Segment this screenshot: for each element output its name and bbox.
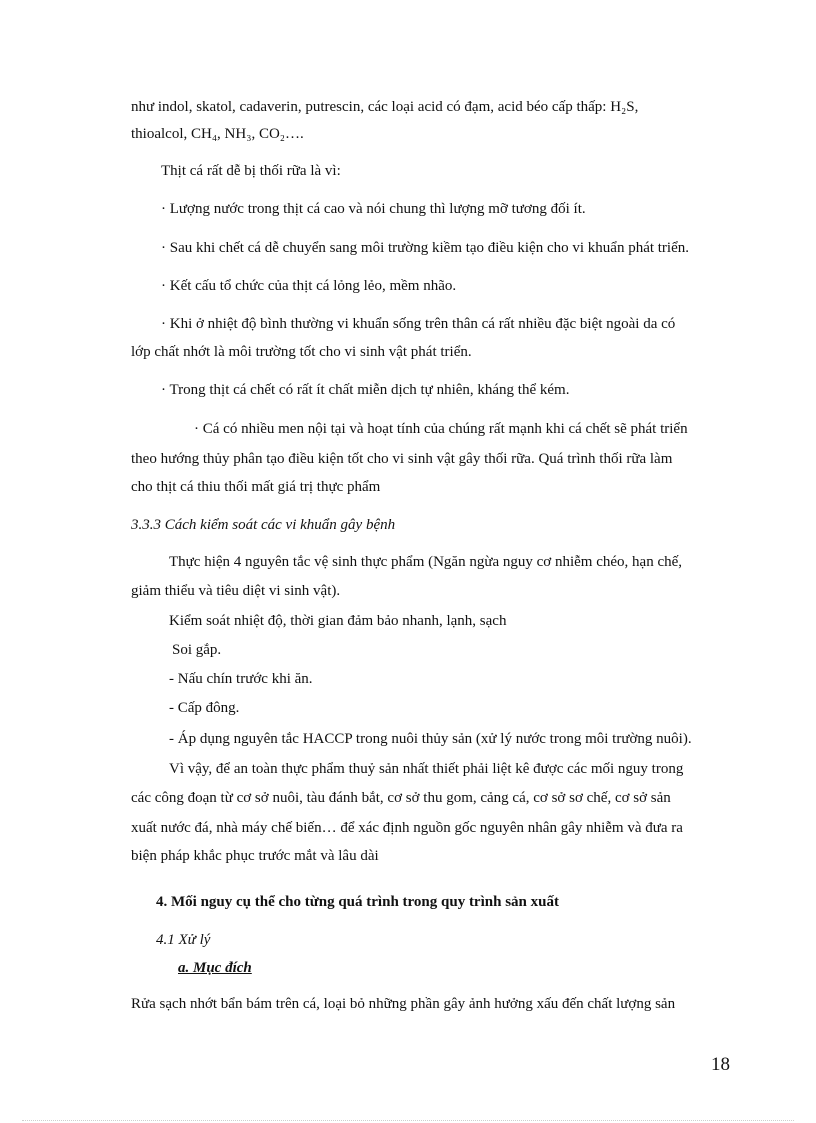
subheading-muc-dich: a. Mục đích [178,960,252,976]
body-text-line: cho thịt cá thiu thối mất giá trị thực phẩm [131,479,381,495]
body-text-line: biện pháp khắc phục trước mắt và lâu dài [131,848,379,864]
bullet-line: · Khi ở nhiệt độ bình thường vi khuẩn sống trên thân cá rất nhiều đặc biệt ngoài da có [161,316,676,332]
body-text-line: Kiểm soát nhiệt độ, thời gian đảm bảo nhanh, lạnh, sạch [169,613,507,629]
body-text-line: Soi gắp. [172,642,222,658]
bullet-line: · Kết cấu tổ chức của thịt cá lỏng lẻo, mềm nhão. [161,278,457,294]
body-text-line: xuất nước đá, nhà máy chế biến… để xác định nguồn gốc nguyên nhân gây nhiễm và đưa ra [131,820,683,836]
bullet-line: · Cá có nhiều men nội tại và hoạt tính của chúng rất mạnh khi cá chết sẽ phát triển [194,421,688,437]
section-heading-3-3-3: 3.3.3 Cách kiểm soát các vi khuẩn gây bệnh [131,517,396,533]
body-text-line: các công đoạn từ cơ sở nuôi, tàu đánh bắt, cơ sở thu gom, cảng cá, cơ sở sơ chế, cơ sở sản [131,790,671,806]
body-text-line: giảm thiểu và tiêu diệt vi sinh vật). [131,583,341,599]
body-text-line: Rửa sạch nhớt bẩn bám trên cá, loại bỏ những phần gây ảnh hưởng xấu đến chất lượng sản [131,996,676,1012]
body-text-line: theo hướng thủy phân tạo điều kiện tốt cho vi sinh vật gây thối rữa. Quá trình thối rữa làm [131,451,673,467]
bullet-line: · Lượng nước trong thịt cá cao và nói chung thì lượng mỡ tương đối ít. [161,201,586,217]
body-text-line: như indol, skatol, cadaverin, putrescin, các loại acid có đạm, acid béo cấp thấp: H₂S, [131,99,639,115]
section-heading-4: 4. Mối nguy cụ thể cho từng quá trình trong quy trình sản xuất [156,894,559,910]
body-text-line: Vì vậy, để an toàn thực phẩm thuỷ sản nhất thiết phải liệt kê được các mối nguy trong [169,761,684,777]
subsection-heading-4-1: 4.1 Xử lý [156,932,211,948]
body-text-line: Thực hiện 4 nguyên tắc vệ sinh thực phẩm (Ngăn ngừa nguy cơ nhiễm chéo, hạn chế, [169,554,683,570]
body-text-line: Thịt cá rất dễ bị thối rữa là vì: [161,163,341,179]
page-bottom-divider [22,1120,794,1121]
page-number: 18 [711,1054,730,1075]
list-item: - Nấu chín trước khi ăn. [169,671,313,687]
bullet-line: · Trong thịt cá chết có rất ít chất miễn dịch tự nhiên, kháng thể kém. [161,382,570,398]
list-item: - Áp dụng nguyên tắc HACCP trong nuôi thủy sản (xử lý nước trong môi trường nuôi). [169,731,692,747]
body-text-line: lớp chất nhớt là môi trường tốt cho vi sinh vật phát triển. [131,344,472,360]
list-item: - Cấp đông. [169,700,240,716]
bullet-line: · Sau khi chết cá dễ chuyển sang môi trường kiềm tạo điều kiện cho vi khuẩn phát triển. [161,240,690,256]
body-text-line: thioalcol, CH₄, NH₃, CO₂…. [131,126,304,142]
